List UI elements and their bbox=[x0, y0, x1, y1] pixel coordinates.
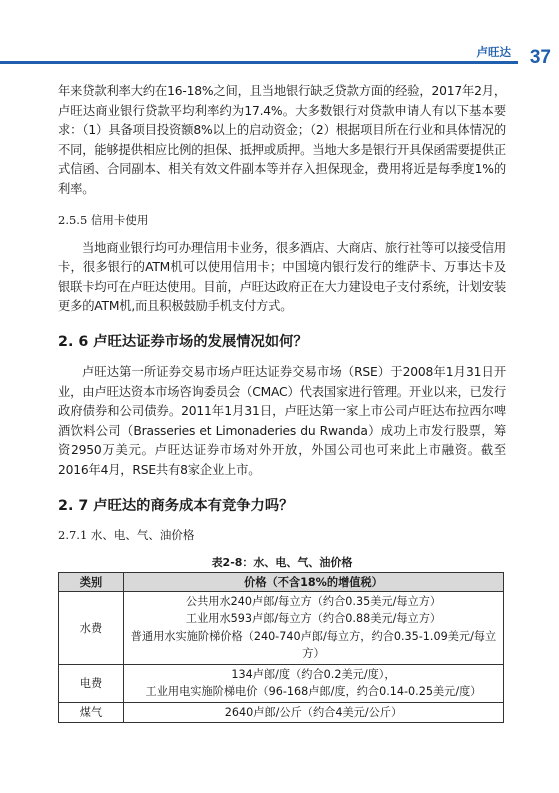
header-price: 价格（不含18%的增值税） bbox=[124, 572, 504, 591]
paragraph-loan-terms: 年来贷款利率大约在16-18%之间，且当地银行缺乏贷款方面的经验，2017年2月，卢旺达商业银行贷款平均利率约为17.4%。大多数银行对贷款申请人有以下基本要求：（1）具备项目投资额8%以上的启动资金；（2）根据项目所在行业和具体情况的不同，能够提供相应比例的担保、抵押或质押。当地大多是银行开具保函需要提供正式信函、合同副本、相关有效文件副本等并存入担保现金，费用将近是每季度1%的利率。 bbox=[58, 84, 506, 196]
price-line: 134卢郎/度（约合0.2美元/度）， bbox=[231, 667, 396, 681]
price-cell bbox=[124, 664, 504, 702]
page-content bbox=[58, 82, 506, 723]
price-cell bbox=[124, 702, 504, 723]
header-label: 卢旺达 bbox=[476, 45, 511, 59]
paragraph-securities: 卢旺达第一所证券交易市场卢旺达证券交易市场（RSE）于2008年1月31日开业，由卢旺达资本市场咨询委员会（CMAC）代表国家进行管理。开业以来，已发行政府债券和公司债券。2011年1月31日，卢旺达第一家上市公司卢旺达布拉西尔啤酒饮料公司（Brasseries et Limonaderies du Rwanda）成功上市发行股票，筹资2950万美元。卢旺达证券市场对外开放，外国公司也可来此上市融资。截至2016年4月，RSE共有8家企业上市。 bbox=[58, 364, 506, 477]
header-rule bbox=[0, 61, 518, 64]
price-cell bbox=[124, 591, 504, 664]
price-line: 2640卢郎/公斤（约合4美元/公斤） bbox=[224, 705, 403, 719]
table-row bbox=[59, 591, 504, 664]
table-row bbox=[59, 702, 504, 723]
price-line: 普通用水实施阶梯价格（240-740卢郎/每立方，约合0.35-1.09美元/每立方） bbox=[130, 629, 497, 660]
table-caption: 表2-8：水、电、气、油价格 bbox=[211, 555, 353, 569]
price-line: 公共用水240卢郎/每立方（约合0.35美元/每立方） bbox=[185, 594, 442, 608]
table-row bbox=[59, 664, 504, 702]
category-cell: 煤气 bbox=[59, 702, 124, 723]
section-heading-business-cost: 2. 7 卢旺达的商务成本有竞争力吗？ bbox=[58, 497, 294, 514]
header-category: 类别 bbox=[59, 572, 124, 591]
section-heading-securities: 2. 6 卢旺达证券市场的发展情况如何？ bbox=[58, 333, 308, 350]
price-line: 工业用水593卢郎/每立方（约合0.88美元/每立方） bbox=[185, 612, 442, 625]
subheading-utility-prices: 2.7.1 水、电、气、油价格 bbox=[58, 527, 195, 542]
category-cell: 水费 bbox=[59, 591, 124, 664]
subheading-credit-card: 2.5.5 信用卡使用 bbox=[58, 212, 149, 227]
price-line: 工业用电实施阶梯电价（96-168卢郎/度，约合0.14-0.25美元/度） bbox=[145, 685, 482, 698]
table-header-row bbox=[59, 572, 504, 591]
category-cell: 电费 bbox=[59, 664, 124, 702]
paragraph-credit-card: 当地商业银行均可办理信用卡业务，很多酒店、大商店、旅行社等可以接受信用卡，很多银行的ATM机可以使用信用卡；中国境内银行发行的维萨卡、万事达卡及银联卡均可在卢旺达使用。目前，卢旺达政府正在大力建设电子支付系统，计划安装更多的ATM机,而且积极鼓励手机支付方式。 bbox=[58, 240, 506, 314]
page-number: 37 bbox=[529, 47, 551, 68]
price-table bbox=[58, 572, 504, 724]
